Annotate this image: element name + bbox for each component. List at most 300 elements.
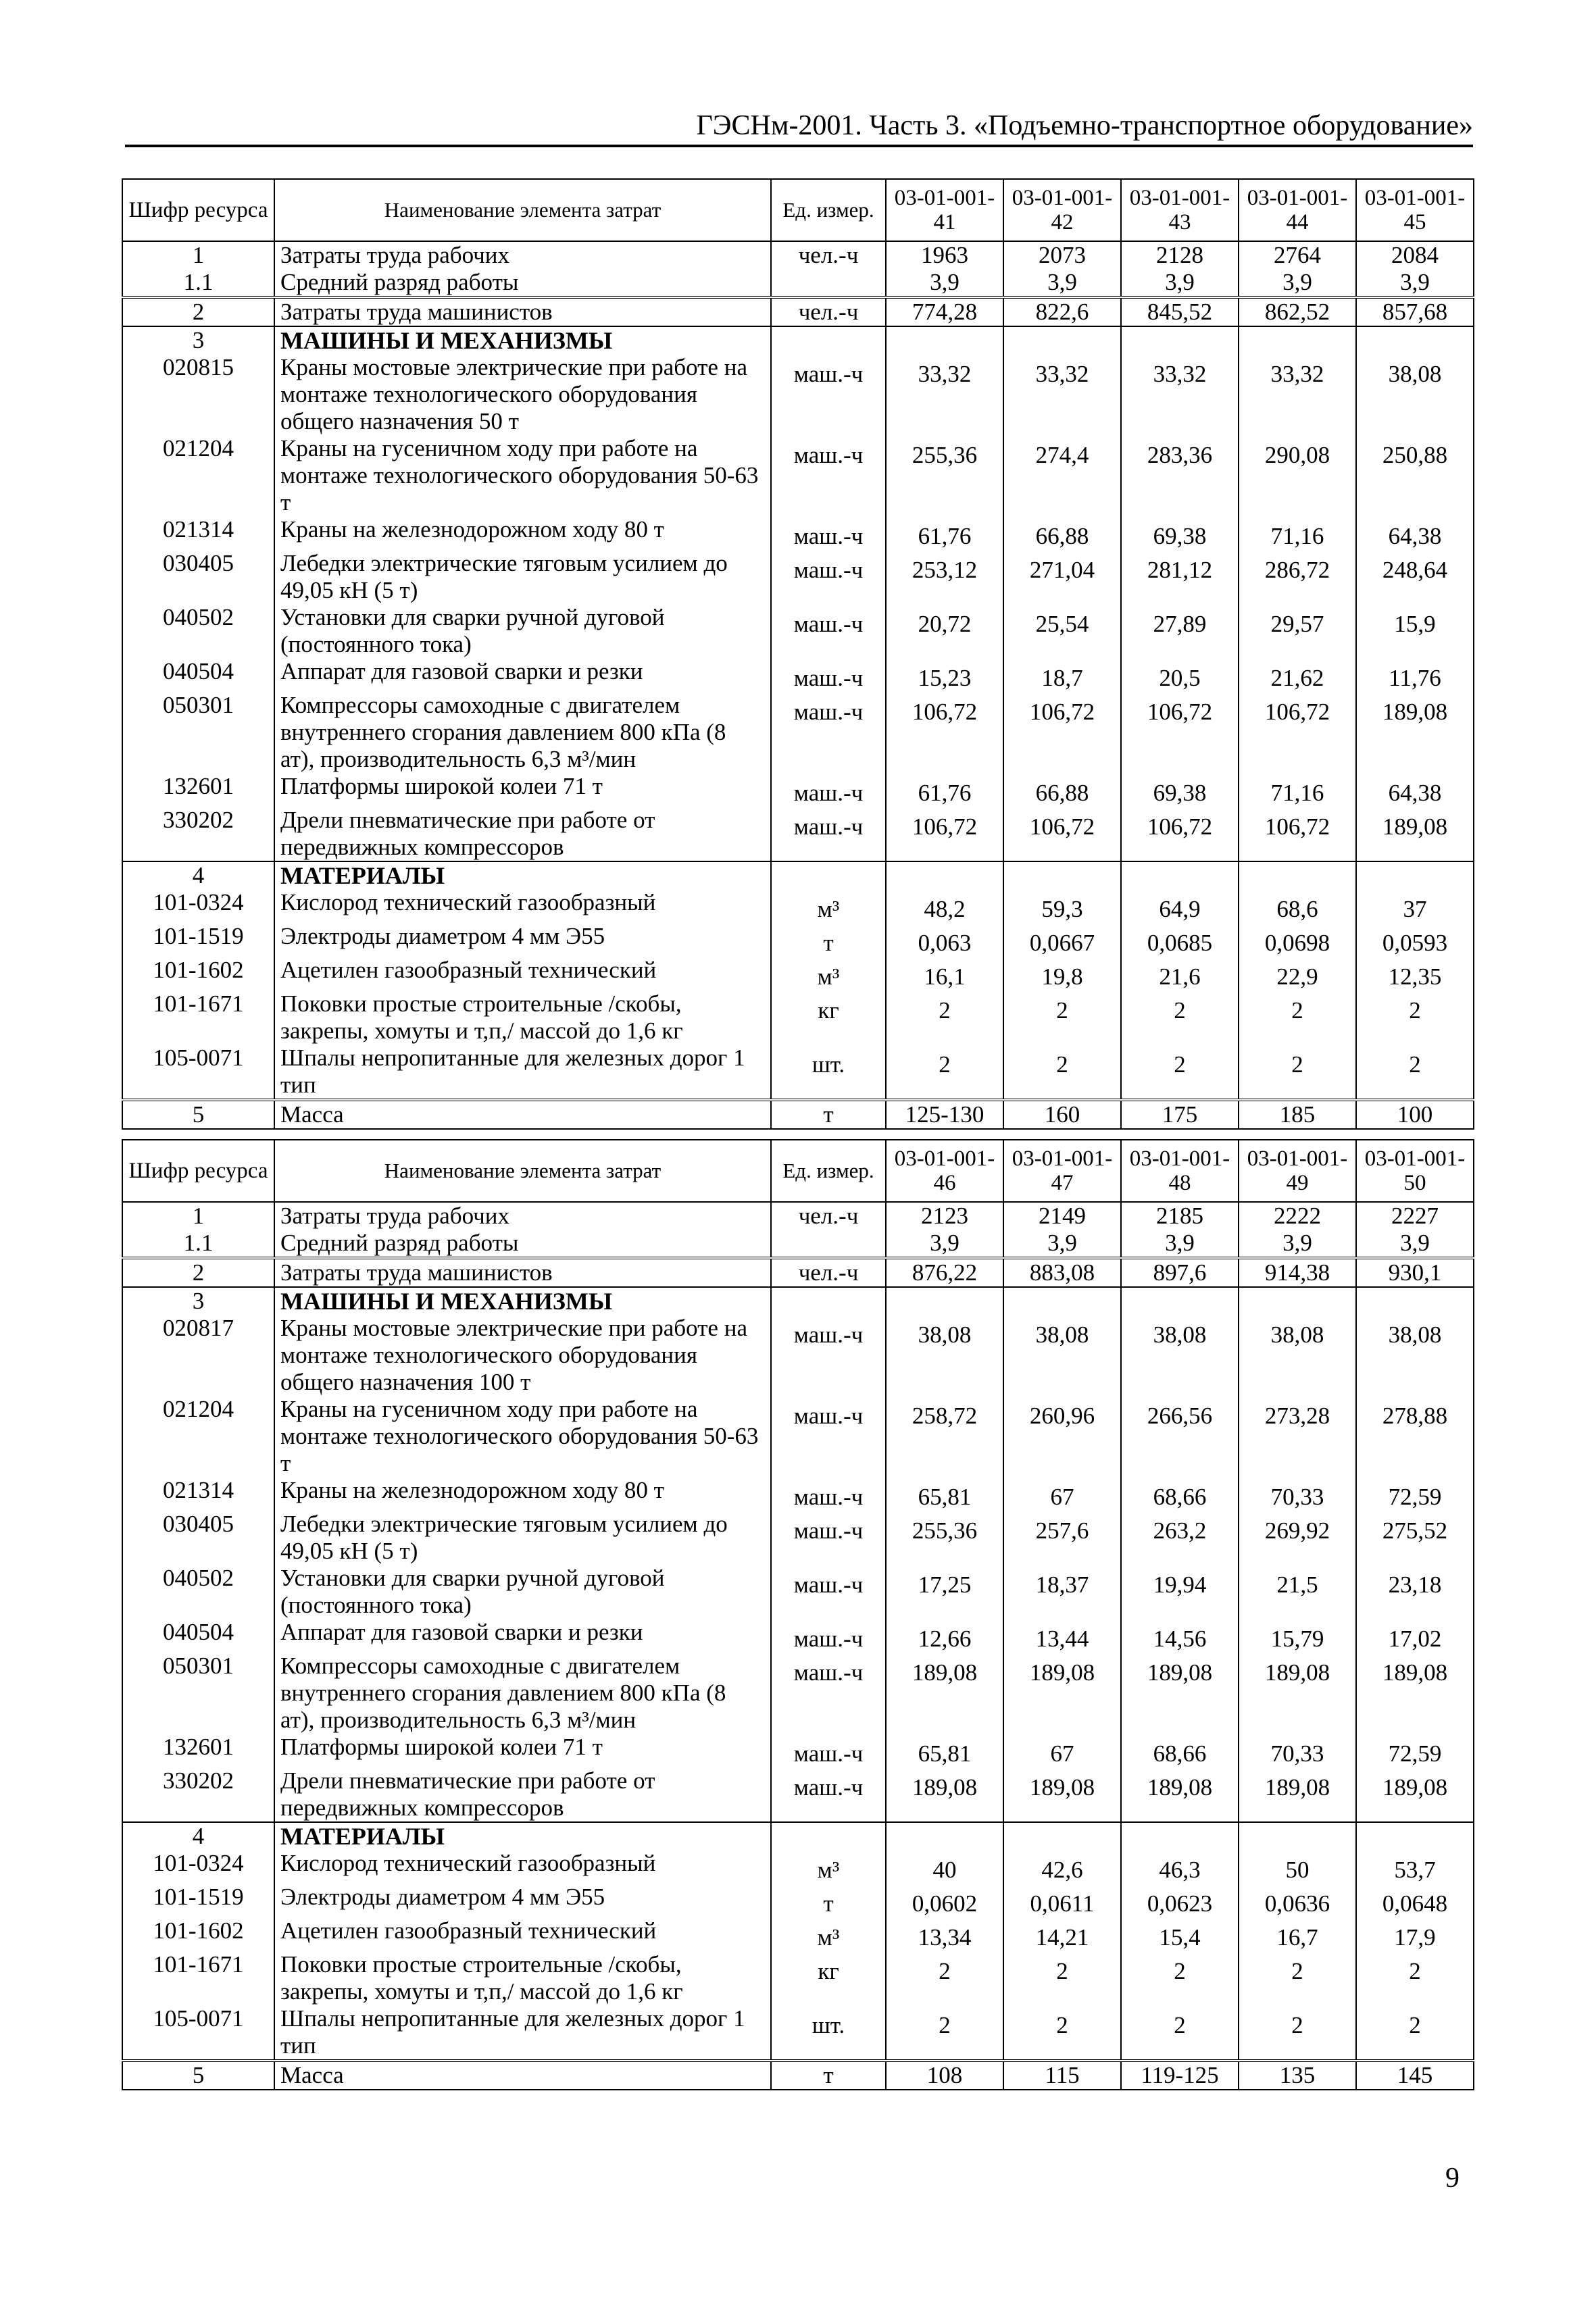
norm-value-cell [1239,692,1356,773]
table-row [122,1951,1474,2005]
norm-value-cell [1239,2061,1356,2090]
norm-value-cell [1003,1287,1121,1315]
unit-value: кг [818,997,839,1024]
column-header-norm: 03-01-001-48 [1121,1140,1239,1202]
resource-code: 040504 [122,658,274,692]
cost-element-name: Затраты труда рабочих [274,241,771,269]
norm-value-cell [1356,990,1474,1045]
norm-value: 15,23 [918,665,972,691]
table-header-row [122,179,1474,241]
norm-value-cell [1356,692,1474,773]
resource-code: 1 [122,1202,274,1230]
norm-value: 2 [939,1051,951,1078]
cost-element-name: Аппарат для газовой сварки и резки [274,1619,771,1653]
norm-value: 266,56 [1147,1403,1213,1429]
norm-value: 883,08 [1029,1259,1095,1286]
norm-value: 21,5 [1276,1571,1318,1598]
norm-value: 38,08 [1035,1322,1089,1348]
norm-value: 50 [1285,1857,1310,1883]
unit-value: м³ [817,963,840,990]
norm-value: 263,2 [1153,1517,1207,1544]
norm-value: 108 [926,2062,963,2088]
norm-value-cell [1239,241,1356,269]
norm-value: 257,6 [1035,1517,1089,1544]
unit-value: чел.-ч [798,1203,859,1229]
norm-value-cell [1356,1315,1474,1396]
norm-value: 68,66 [1153,1484,1207,1510]
norm-value: 18,37 [1035,1571,1089,1598]
table-row [122,1045,1474,1100]
unit-value: маш.-ч [793,813,864,840]
resource-code: 105-0071 [122,2005,274,2061]
norm-value: 33,32 [918,361,972,387]
norm-value: 71,16 [1270,523,1324,549]
norm-value-cell [1121,1565,1239,1619]
unit-value: т [823,930,834,956]
cost-element-name: Поковки простые строительные /скобы, закрепы, хомуты и т,п,/ массой до 1,6 кг [274,990,771,1045]
unit-cell [771,354,886,435]
norm-value-cell [886,326,1003,354]
cost-element-name: Масса [274,2061,771,2090]
norm-value-cell [886,2005,1003,2061]
norm-value-cell [1356,241,1474,269]
norm-value: 12,35 [1388,963,1442,990]
norm-value-cell [1356,1850,1474,1884]
norm-value: 3,9 [930,1230,959,1256]
unit-value: маш.-ч [793,361,864,387]
resource-code: 101-1671 [122,1951,274,2005]
norm-value: 2 [1174,1958,1186,1984]
norm-value-cell [1003,297,1121,326]
table-row [122,435,1474,516]
norm-value: 160 [1044,1101,1080,1128]
norm-value-cell [1356,1477,1474,1511]
norm-value-cell [1121,1202,1239,1230]
unit-cell [771,1653,886,1734]
norm-value: 2 [1409,1958,1421,1984]
norm-value-cell [1356,1822,1474,1850]
cost-element-name: Кислород технический газообразный [274,1850,771,1884]
norm-value-cell [1121,1917,1239,1951]
table-row [122,807,1474,861]
cost-element-name: Краны на железнодорожном ходу 80 т [274,516,771,550]
norm-value-cell [1003,1477,1121,1511]
norm-value-cell [886,1100,1003,1129]
column-header-norm: 03-01-001-45 [1356,179,1474,241]
norm-value-cell [886,923,1003,957]
column-header-norm: 03-01-001-42 [1003,179,1121,241]
norm-value: 0,0667 [1029,930,1095,956]
norm-value: 64,38 [1388,523,1442,549]
norm-value-cell [1003,1734,1121,1767]
norm-value: 25,54 [1035,611,1089,637]
norm-value-cell [1239,1917,1356,1951]
norm-value: 68,6 [1276,896,1318,922]
norm-value: 33,32 [1270,361,1324,387]
table-row [122,923,1474,957]
norm-value-cell [1239,1734,1356,1767]
norm-value-cell [886,435,1003,516]
column-header-norm: 03-01-001-41 [886,179,1003,241]
resource-code: 101-1671 [122,990,274,1045]
norm-value: 189,08 [1382,699,1448,725]
unit-value: м³ [817,1857,840,1883]
column-header-norm: 03-01-001-49 [1239,1140,1356,1202]
unit-value: маш.-ч [793,557,864,583]
norm-value: 11,76 [1389,665,1441,691]
unit-cell [771,2061,886,2090]
norm-value: 0,0593 [1382,930,1448,956]
norm-value: 13,34 [918,1924,972,1951]
cost-element-name: Краны на гусеничном ходу при работе на монтаже технологического оборудования 50-63 т [274,1396,771,1477]
norm-value: 857,68 [1382,299,1448,325]
table-row [122,861,1474,889]
unit-cell [771,1396,886,1477]
norm-value: 876,22 [912,1259,978,1286]
table-row [122,1287,1474,1315]
unit-cell [771,516,886,550]
norm-value: 2123 [921,1203,968,1229]
norm-value-cell [1239,773,1356,807]
unit-cell [771,658,886,692]
resource-code: 101-1519 [122,1884,274,1917]
norm-value-cell [1003,2005,1121,2061]
norm-value: 271,04 [1029,557,1095,583]
table-row [122,241,1474,269]
norm-value: 27,89 [1153,611,1207,637]
cost-element-name: Краны на гусеничном ходу при работе на монтаже технологического оборудования 50-63 т [274,435,771,516]
column-header-unit: Ед. измер. [771,179,886,241]
norm-value-cell [1239,1850,1356,1884]
norm-value-cell [1003,773,1121,807]
norm-value-cell [1356,1045,1474,1100]
norm-value-cell [1121,326,1239,354]
unit-cell [771,1202,886,1230]
table-row [122,990,1474,1045]
norm-value: 2227 [1391,1203,1439,1229]
norm-value-cell [1121,1951,1239,2005]
unit-value: маш.-ч [793,1659,864,1686]
unit-cell [771,1850,886,1884]
norm-value: 17,9 [1394,1924,1436,1951]
norm-value: 2185 [1156,1203,1203,1229]
table-row [122,1258,1474,1287]
norm-value-cell [1356,807,1474,861]
norm-value: 15,4 [1159,1924,1201,1951]
norm-value: 845,52 [1147,299,1213,325]
resource-code: 1.1 [122,269,274,297]
cost-element-name: Электроды диаметром 4 мм Э55 [274,923,771,957]
norm-value: 38,08 [1270,1322,1324,1348]
unit-cell [771,1917,886,1951]
norm-value-cell [1003,692,1121,773]
column-header-norm: 03-01-001-43 [1121,179,1239,241]
norm-value: 2 [1291,1958,1303,1984]
resource-code: 030405 [122,1511,274,1565]
table-row [122,1315,1474,1396]
norm-value: 46,3 [1159,1857,1201,1883]
table-row [122,658,1474,692]
norm-value-cell [1239,807,1356,861]
table-row [122,957,1474,990]
table-row [122,1917,1474,1951]
norm-value-cell [886,516,1003,550]
norm-value: 70,33 [1270,1484,1324,1510]
norm-value: 72,59 [1388,1484,1442,1510]
norm-value: 106,72 [912,699,978,725]
resource-code: 101-1602 [122,1917,274,1951]
norm-value-cell [1239,516,1356,550]
cost-element-name: Средний разряд работы [274,1230,771,1258]
table-row [122,2005,1474,2061]
table-row [122,516,1474,550]
norm-value: 14,56 [1153,1626,1207,1652]
norm-value-cell [1003,990,1121,1045]
norm-value-cell [1003,354,1121,435]
unit-cell [771,990,886,1045]
norm-value: 53,7 [1394,1857,1436,1883]
table-row [122,1477,1474,1511]
norm-value-cell [886,1884,1003,1917]
page-header: ГЭСНм-2001. Часть 3. «Подъемно-транспортное оборудование» [125,108,1473,147]
norm-value-cell [1003,1202,1121,1230]
norm-value: 2 [1409,997,1421,1024]
norm-value: 29,57 [1270,611,1324,637]
unit-cell [771,957,886,990]
norm-value: 2 [939,2012,951,2038]
norm-value-cell [1239,1653,1356,1734]
norm-value-cell [1003,1511,1121,1565]
norm-value-cell [1239,550,1356,604]
norm-value: 37 [1403,896,1427,922]
norm-value: 2 [1291,997,1303,1024]
norm-value-cell [886,1822,1003,1850]
norm-value-cell [1356,1396,1474,1477]
norm-value: 42,6 [1041,1857,1083,1883]
norm-value: 189,08 [1382,1659,1448,1686]
unit-value: маш.-ч [793,611,864,637]
cost-element-name: Краны на железнодорожном ходу 80 т [274,1477,771,1511]
cost-element-name: Затраты труда машинистов [274,297,771,326]
norm-value: 0,0623 [1147,1890,1213,1917]
unit-cell [771,2005,886,2061]
norm-value: 278,88 [1382,1403,1448,1429]
norm-value-cell [886,1850,1003,1884]
norm-value-cell [1121,990,1239,1045]
norm-value-cell [1356,435,1474,516]
norm-value-cell [1239,1822,1356,1850]
norm-value: 20,5 [1159,665,1201,691]
norm-value-cell [1003,1396,1121,1477]
norm-value-cell [1239,1287,1356,1315]
resource-code: 020817 [122,1315,274,1396]
norm-value: 21,62 [1270,665,1324,691]
norm-value: 0,0636 [1264,1890,1330,1917]
cost-element-name: Дрели пневматические при работе от передвижных компрессоров [274,807,771,861]
norm-value: 14,21 [1035,1924,1089,1951]
resource-code: 030405 [122,550,274,604]
norm-value: 0,0602 [912,1890,978,1917]
norm-value-cell [886,1734,1003,1767]
norm-value-cell [1121,1230,1239,1258]
norm-value: 19,8 [1041,963,1083,990]
unit-value: маш.-ч [793,1517,864,1544]
resource-code: 101-0324 [122,889,274,923]
table-row [122,1619,1474,1653]
unit-value: маш.-ч [793,699,864,725]
norm-value: 68,66 [1153,1740,1207,1767]
unit-cell [771,807,886,861]
norm-value: 66,88 [1035,780,1089,806]
norm-value-cell [1121,1287,1239,1315]
norm-value: 189,08 [1029,1659,1095,1686]
norm-value: 0,0685 [1147,930,1213,956]
resource-code: 5 [122,2061,274,2090]
norm-value-cell [886,889,1003,923]
norm-value-cell [886,807,1003,861]
norm-value: 3,9 [1047,1230,1077,1256]
norm-value-cell [1239,1951,1356,2005]
norm-value: 185 [1279,1101,1316,1128]
norm-value: 38,08 [918,1322,972,1348]
norm-value: 2 [1409,1051,1421,1078]
norm-value-cell [1121,1477,1239,1511]
norm-value-cell [1239,604,1356,658]
unit-cell [771,861,886,889]
unit-value: чел.-ч [798,1259,859,1286]
norm-value-cell [1239,1230,1356,1258]
norm-value: 1963 [921,242,968,268]
norm-value-cell [1121,1884,1239,1917]
norm-value-cell [1356,1767,1474,1822]
norm-value-cell [1356,1258,1474,1287]
norm-value-cell [886,773,1003,807]
norm-value-cell [886,1917,1003,1951]
cost-element-name: МАШИНЫ И МЕХАНИЗМЫ [274,326,771,354]
norm-value: 69,38 [1153,780,1207,806]
norm-value-cell [886,957,1003,990]
resource-code: 132601 [122,1734,274,1767]
norm-value-cell [1121,354,1239,435]
norm-value: 2 [1056,1958,1068,1984]
cost-element-name: Компрессоры самоходные с двигателем внутреннего сгорания давлением 800 кПа (8 ат), производительность 6,3 м³/мин [274,1653,771,1734]
table-row [122,550,1474,604]
norm-value-cell [1239,1477,1356,1511]
resource-code: 4 [122,861,274,889]
norm-value-cell [1356,326,1474,354]
norm-value: 3,9 [1282,269,1312,295]
norm-value: 253,12 [912,557,978,583]
norm-value: 106,72 [1264,699,1330,725]
norm-value-cell [1003,326,1121,354]
unit-value: т [823,1890,834,1917]
column-header-norm: 03-01-001-50 [1356,1140,1474,1202]
norm-value: 2 [1291,1051,1303,1078]
norm-value: 64,9 [1159,896,1201,922]
norm-value: 2 [939,997,951,1024]
norm-value: 2 [1056,2012,1068,2038]
norm-value-cell [1239,658,1356,692]
norm-value-cell [1003,2061,1121,2090]
norm-value: 2 [939,1958,951,1984]
table-header-row [122,1140,1474,1202]
norm-value-cell [1003,1653,1121,1734]
norm-value-cell [1239,354,1356,435]
cost-element-name: Платформы широкой колеи 71 т [274,1734,771,1767]
norm-value: 69,38 [1153,523,1207,549]
norm-value: 67 [1050,1740,1074,1767]
norm-value: 930,1 [1388,1259,1442,1286]
norm-value: 897,6 [1153,1259,1207,1286]
norm-value-cell [1121,1258,1239,1287]
norm-value-cell [1356,861,1474,889]
resource-code: 021204 [122,435,274,516]
resource-code: 5 [122,1100,274,1129]
norm-value: 2 [1056,1051,1068,1078]
norm-value-cell [1356,773,1474,807]
unit-cell [771,1619,886,1653]
norm-value: 100 [1397,1101,1433,1128]
norm-value-cell [1356,658,1474,692]
norm-value-cell [1121,1511,1239,1565]
norm-value: 22,9 [1276,963,1318,990]
norm-value-cell [1356,297,1474,326]
resource-code: 330202 [122,1767,274,1822]
norm-value-cell [886,1230,1003,1258]
norm-value-cell [1121,2061,1239,2090]
norm-value: 189,08 [1147,1774,1213,1801]
norm-value-cell [1003,889,1121,923]
norm-value: 18,7 [1041,665,1083,691]
norm-value-cell [886,297,1003,326]
norm-value-cell [1356,1653,1474,1734]
norm-value-cell [1003,1951,1121,2005]
table-row [122,1202,1474,1230]
norm-value: 71,16 [1270,780,1324,806]
unit-value: маш.-ч [793,665,864,691]
norm-value-cell [886,1477,1003,1511]
unit-cell [771,1767,886,1822]
norm-value-cell [1121,604,1239,658]
norm-value-cell [1239,1619,1356,1653]
norm-value: 67 [1050,1484,1074,1510]
norm-value-cell [886,269,1003,297]
norm-value-cell [1121,550,1239,604]
unit-cell [771,604,886,658]
norm-value-cell [1239,1511,1356,1565]
table-row [122,1734,1474,1767]
norm-value: 189,08 [1264,1659,1330,1686]
cost-element-name: Установки для сварки ручной дуговой (постоянного тока) [274,1565,771,1619]
norm-value: 2764 [1274,242,1321,268]
norm-value-cell [1003,1850,1121,1884]
cost-element-name: МАТЕРИАЛЫ [274,1822,771,1850]
norm-value: 19,94 [1153,1571,1207,1598]
norms-table-2 [122,1139,1474,2090]
cost-element-name: Установки для сварки ручной дуговой (постоянного тока) [274,604,771,658]
unit-cell [771,550,886,604]
norm-value: 16,1 [924,963,966,990]
norm-value-cell [1239,923,1356,957]
norm-value-cell [1239,1565,1356,1619]
norm-value-cell [1003,550,1121,604]
norm-value-cell [1356,957,1474,990]
resource-code: 330202 [122,807,274,861]
cost-element-name: Электроды диаметром 4 мм Э55 [274,1884,771,1917]
norm-value: 275,52 [1382,1517,1448,1544]
cost-element-name: Краны мостовые электрические при работе на монтаже технологического оборудования общего назначения 50 т [274,354,771,435]
norm-value-cell [886,354,1003,435]
